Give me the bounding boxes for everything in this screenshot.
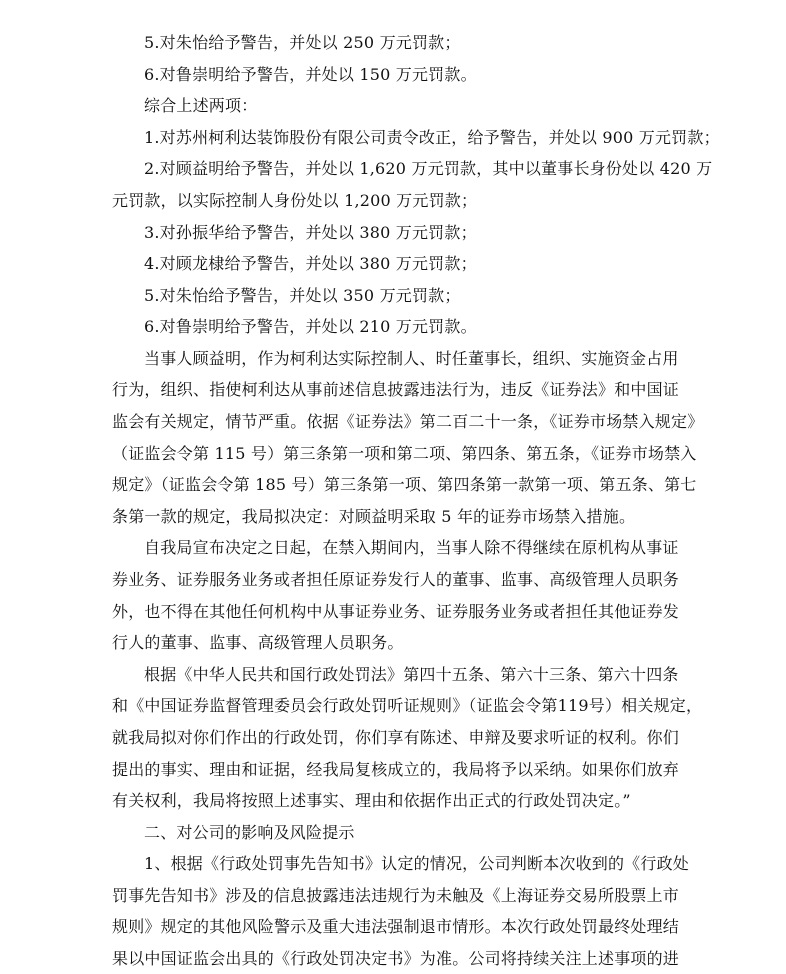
text-line: 1、根据《行政处罚事先告知书》认定的情况，公司判断本次收到的《行政处 <box>144 854 689 874</box>
section-heading: 二、对公司的影响及风险提示 <box>144 822 355 842</box>
text-line: 有关权利，我局将按照上述事实、理由和依据作出正式的行政处罚决定。” <box>112 791 631 811</box>
text-line: 规定》（证监会令第 185 号）第三条第一项、第四条第一款第一项、第五条、第七 <box>112 475 697 495</box>
text-line: 自我局宣布决定之日起，在禁入期间内，当事人除不得继续在原机构从事证 <box>144 538 679 558</box>
text-line: 监会有关规定，情节严重。依据《证券法》第二百二十一条，《证券市场禁入规定》 <box>112 412 704 431</box>
text-line: 提出的事实、理由和证据，经我局复核成立的，我局将予以采纳。如果你们放弃 <box>112 759 680 779</box>
text-line: 根据《中华人民共和国行政处罚法》第四十五条、第六十三条、第六十四条 <box>144 664 679 684</box>
text-line: 3.对孙振华给予警告，并处以 380 万元罚款； <box>144 222 477 242</box>
text-line: 行人的董事、监事、高级管理人员职务。 <box>112 633 404 653</box>
text-line: 6.对鲁崇明给予警告，并处以 210 万元罚款。 <box>144 317 477 337</box>
text-line: 4.对顾龙棣给予警告，并处以 380 万元罚款； <box>144 254 477 274</box>
text-line: 1.对苏州柯利达装饰股份有限公司责令改正，给予警告，并处以 900 万元罚款； <box>144 127 720 147</box>
text-line: 2.对顾益明给予警告，并处以 1,620 万元罚款，其中以董事长身份处以 420 万 <box>144 159 713 179</box>
text-line: 券业务、证券服务业务或者担任原证券发行人的董事、监事、高级管理人员职务 <box>112 570 680 589</box>
text-line: （证监会令第 115 号）第三条第一项和第二项、第四条、第五条，《证券市场禁入 <box>112 443 697 463</box>
text-line: 果以中国证监会出具的《行政处罚决定书》为准。公司将持续关注上述事项的进 <box>112 949 680 968</box>
text-line: 行为，组织、指使柯利达从事前述信息披露违法行为，违反《证券法》和中国证 <box>112 380 680 400</box>
text-line: 条第一款的规定，我局拟决定：对顾益明采取 5 年的证券市场禁入措施。 <box>112 506 636 526</box>
text-line: 5.对朱怡给予警告，并处以 250 万元罚款； <box>144 33 461 52</box>
text-line: 5.对朱怡给予警告，并处以 350 万元罚款； <box>144 285 461 305</box>
text-line: 就我局拟对你们作出的行政处罚，你们享有陈述、申辩及要求听证的权利。你们 <box>112 727 680 747</box>
text-line: 当事人顾益明，作为柯利达实际控制人、时任董事长，组织、实施资金占用 <box>144 348 679 368</box>
text-line: 外，也不得在其他任何机构中从事证券业务、证券服务业务或者担任其他证券发 <box>112 601 680 621</box>
text-line: 规则》规定的其他风险警示及重大违法强制退市情形。本次行政处罚最终处理结 <box>112 917 680 937</box>
text-line: 罚事先告知书》涉及的信息披露违法违规行为未触及《上海证券交易所股票上市 <box>112 885 680 905</box>
text-line: 综合上述两项： <box>144 96 258 116</box>
text-line: 和《中国证券监督管理委员会行政处罚听证规则》（证监会令第119号）相关规定， <box>112 696 703 716</box>
text-line: 元罚款，以实际控制人身份处以 1,200 万元罚款； <box>112 190 478 210</box>
text-line: 6.对鲁崇明给予警告，并处以 150 万元罚款。 <box>144 64 477 84</box>
